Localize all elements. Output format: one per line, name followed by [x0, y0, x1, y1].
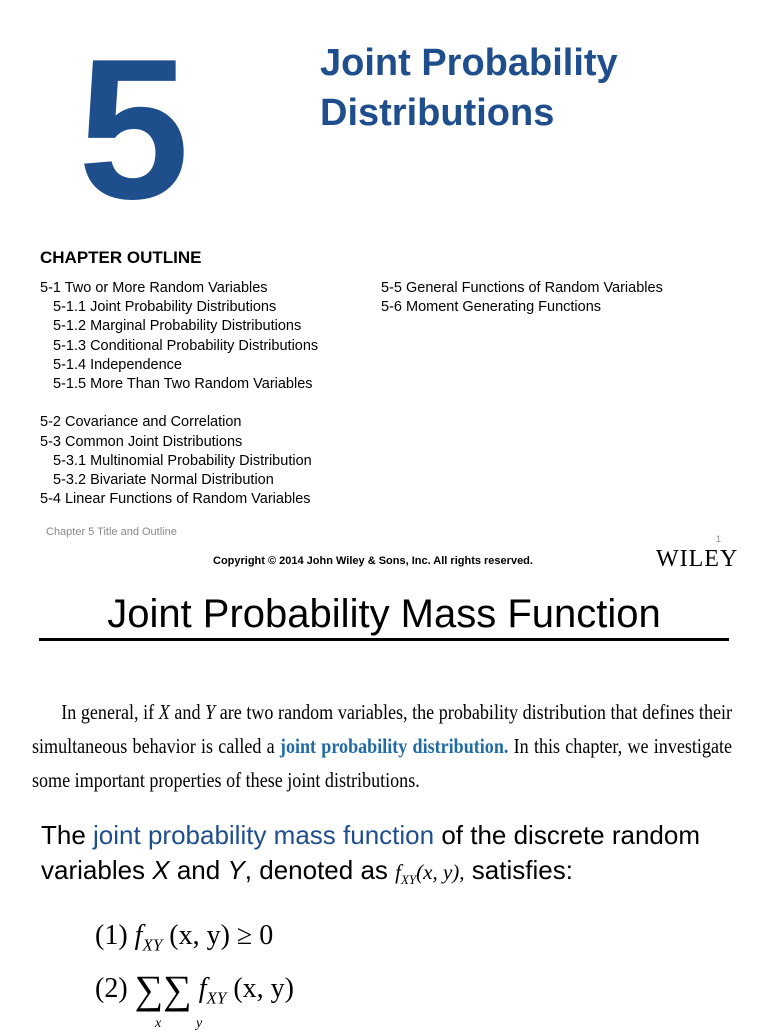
outline-item: 5-4 Linear Functions of Random Variables [40, 491, 311, 508]
equation-subscript: XY [142, 935, 163, 955]
outline-heading: CHAPTER OUTLINE [40, 248, 202, 267]
text-run: and [169, 855, 228, 885]
outline-subitem: 5-1.1 Joint Probability Distributions [53, 299, 277, 316]
text-run: , denoted as [244, 855, 396, 885]
intro-paragraph [32, 695, 732, 797]
outline-left-column [40, 279, 318, 509]
outline-subitem: 5-3.1 Multinomial Probability Distribution [53, 452, 312, 469]
outline-subitem: 5-1.3 Conditional Probability Distributions [53, 337, 319, 354]
outline-subitem: 5-3.2 Bivariate Normal Distribution [53, 472, 274, 489]
equation-subscript: XY [206, 988, 227, 1008]
text-run: are two random variables, the probability distribution that defines their simultaneous behavior is called a [32, 700, 733, 758]
outline-item: 5-2 Covariance and Correlation [40, 414, 242, 431]
text-run: In this chapter, we investigate some important properties of these joint distributions. [32, 734, 733, 792]
outline-spacer [40, 394, 318, 413]
variable-x: X [152, 855, 170, 885]
equation-label: (1) [95, 920, 135, 951]
slide-caption: Chapter 5 Title and Outline [46, 526, 177, 538]
highlighted-term: joint probability mass function [93, 820, 435, 850]
text-run: In general, if [61, 700, 159, 724]
slide-page-number: 1 [716, 534, 722, 544]
outline-subitem: 5-1.2 Marginal Probability Distributions [53, 318, 302, 335]
equation-args: (x, y) [226, 973, 294, 1004]
chapter-title-line1: Joint Probability [320, 42, 618, 84]
text-run: satisfies: [464, 855, 573, 885]
variable-y: Y [205, 700, 216, 724]
condition-1-equation [95, 920, 273, 956]
outline-item: 5-1 Two or More Random Variables [40, 280, 268, 296]
sum-index-y: y [196, 1016, 203, 1031]
joint-pmf-slide [0, 580, 768, 1031]
condition-2-equation [95, 967, 294, 1012]
equation-f: f [134, 920, 143, 951]
equation-f: f [191, 973, 207, 1004]
notation-args: (x, y), [416, 860, 465, 884]
equation-args: (x, y) ≥ 0 [162, 920, 274, 951]
outline-item: 5-3 Common Joint Distributions [40, 433, 243, 450]
text-run: of the discrete random variables [41, 820, 701, 885]
variable-y: Y [227, 855, 245, 885]
outline-item: 5-6 Moment Generating Functions [381, 299, 602, 316]
text-run: and [169, 700, 206, 724]
outline-right-column [381, 279, 663, 317]
publisher-logo: WILEY [656, 546, 739, 572]
outline-subitem: 5-1.4 Independence [53, 356, 182, 373]
chapter-title [320, 38, 618, 138]
chapter-title-line2: Distributions [320, 92, 555, 134]
notation-f: f [395, 860, 401, 884]
title-underline [39, 638, 729, 641]
equation-label: (2) [95, 973, 135, 1004]
outline-subitem: 5-1.5 More Than Two Random Variables [53, 376, 313, 393]
slide-title: Joint Probability Mass Function [107, 592, 661, 636]
copyright-notice: Copyright © 2014 John Wiley & Sons, Inc. All rights reserved. [213, 555, 533, 567]
sum-index-x: x [155, 1016, 162, 1031]
outline-item: 5-5 General Functions of Random Variables [381, 280, 663, 296]
double-sum-symbol: ∑∑ [134, 967, 192, 1012]
chapter-number: 5 [78, 18, 186, 241]
fxy-notation [395, 860, 465, 888]
highlighted-term: joint probability distribution. [279, 734, 509, 758]
notation-subscript: XY [400, 872, 417, 888]
definition-text [41, 818, 761, 897]
variable-x: X [158, 700, 170, 724]
text-run: The [41, 820, 94, 850]
